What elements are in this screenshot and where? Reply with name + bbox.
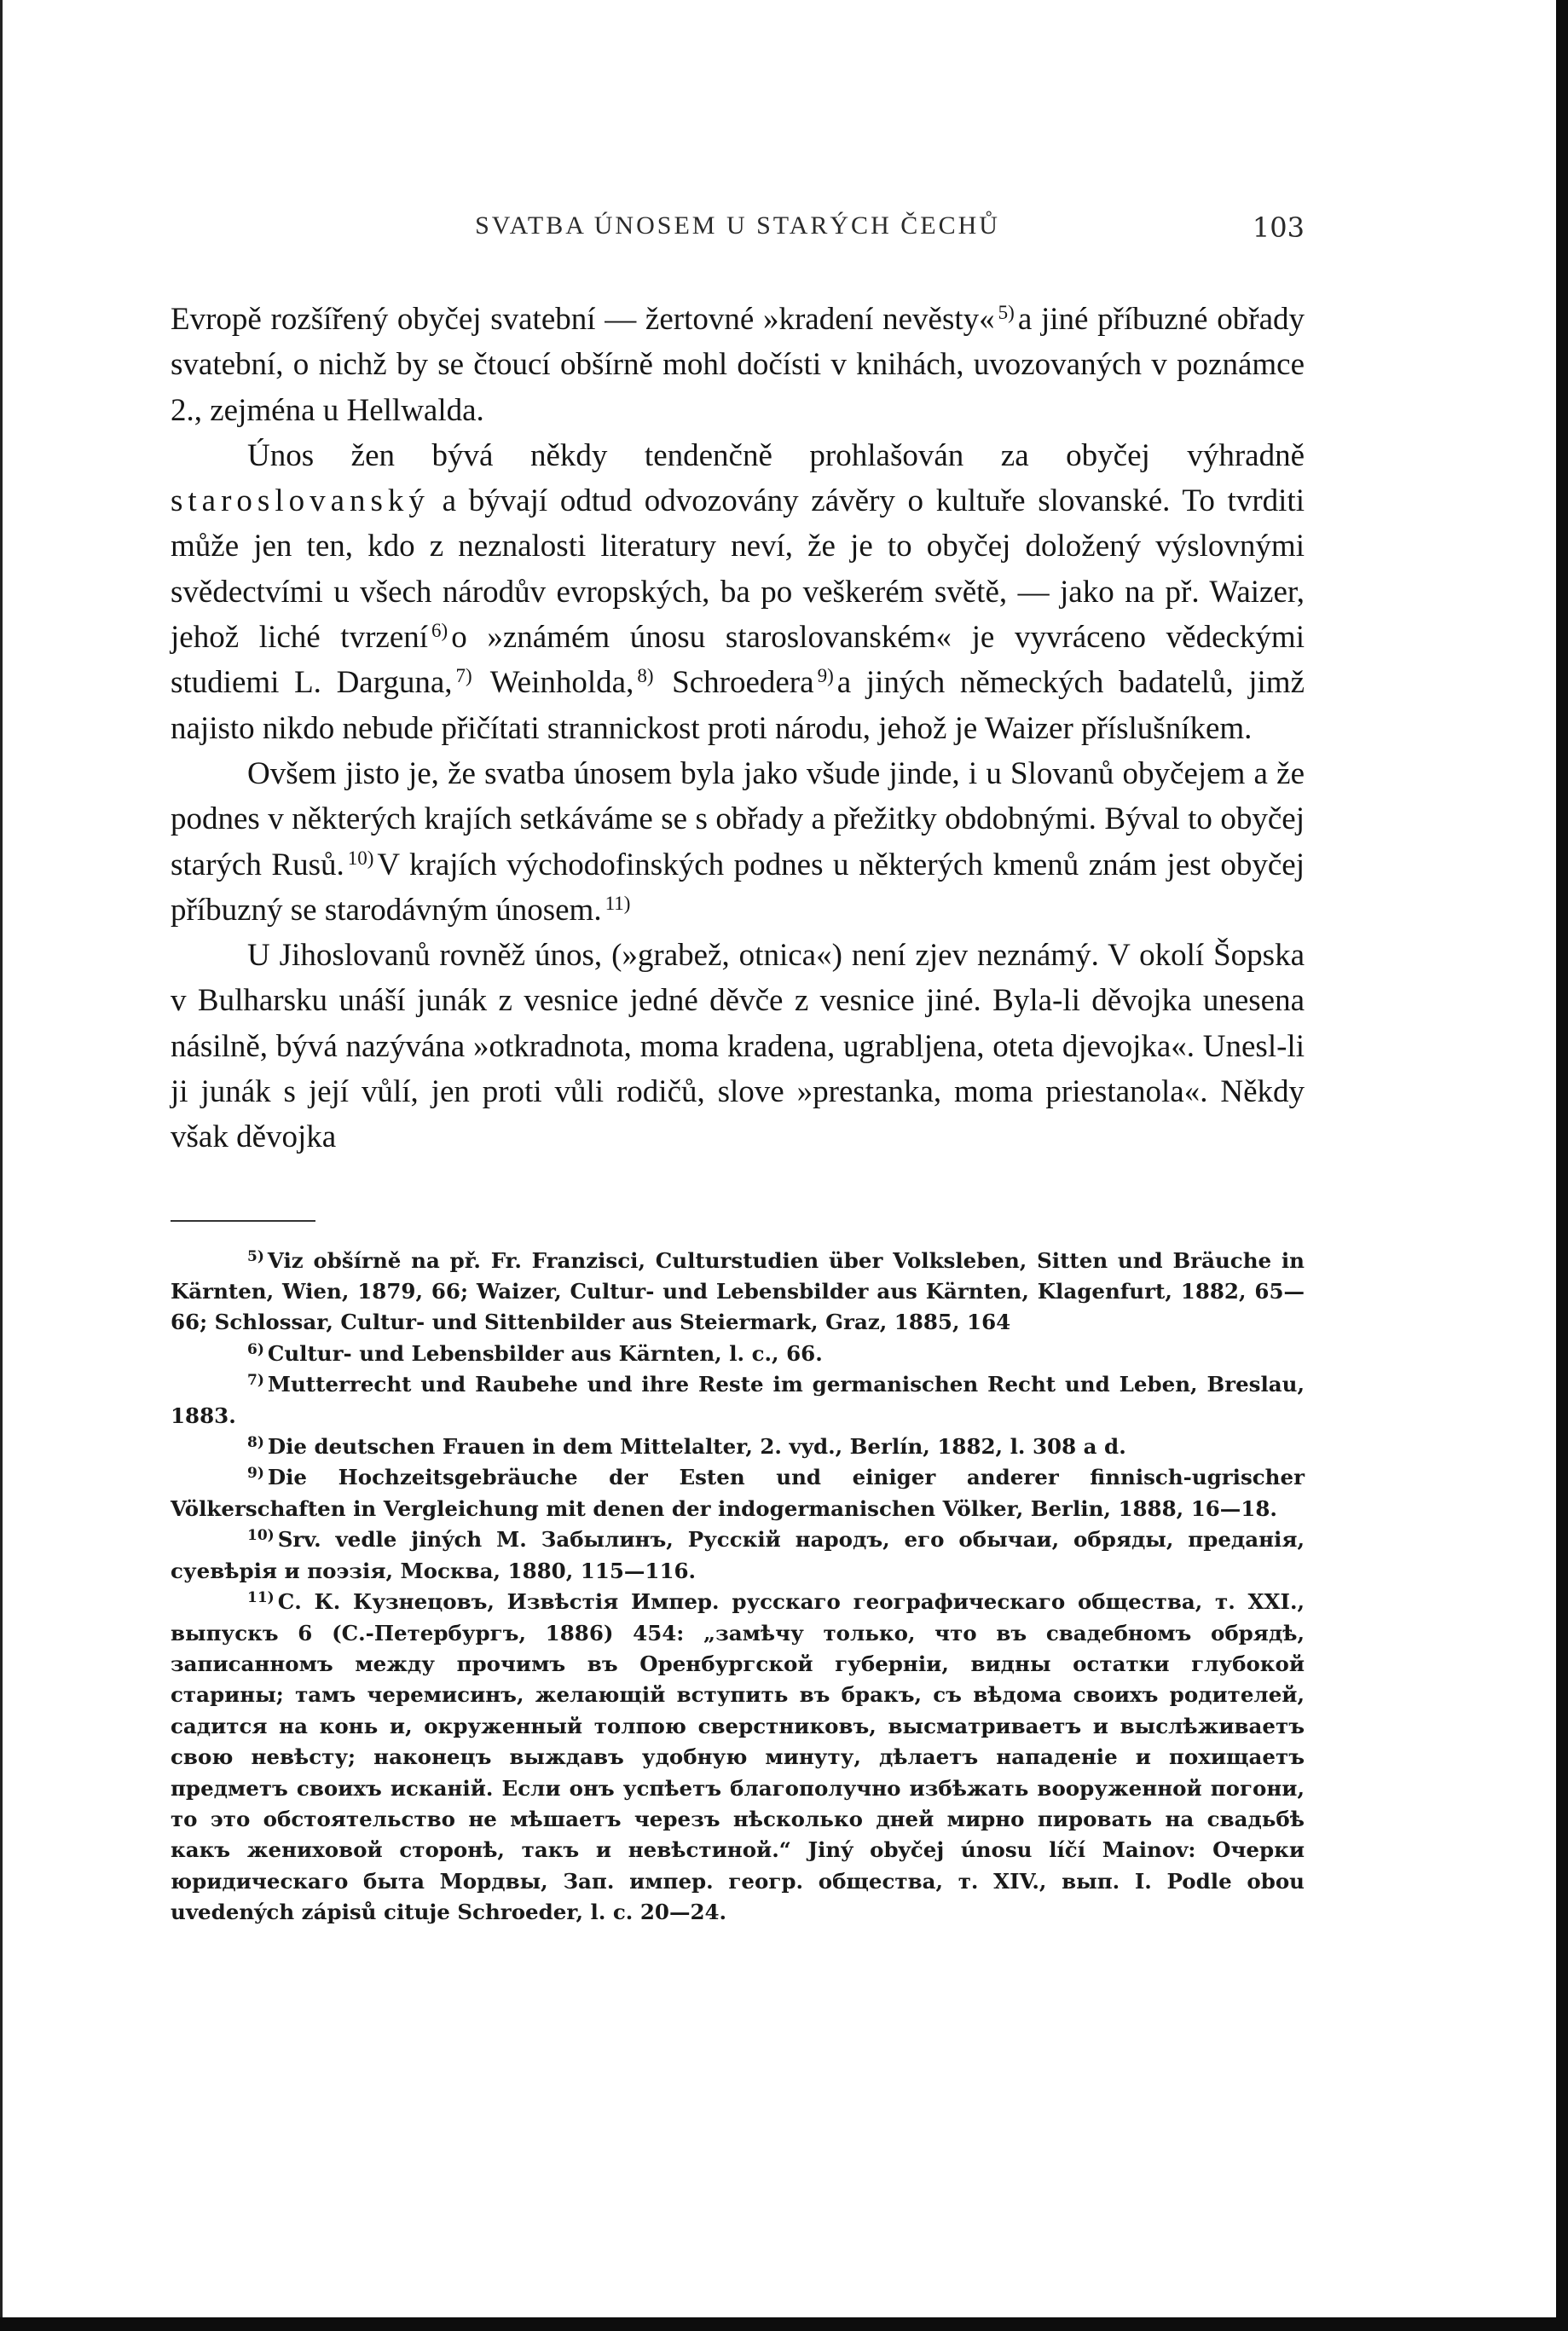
footnote-ref-8: 8) [637,665,654,687]
footnote-ref-7: 7) [455,665,472,687]
footnote-text: Viz obšírně na př. Fr. Franzisci, Culturstudien über Volksleben, Sitten und Bräuche in Kärnten, Wien, 1879, 66; Waizer, Cultur- und Lebensbilder aus Kärnten, Klagenfurt, 1882, 65—66; Schlossar, Cultur- und Sittenbilder aus Steiermark, Graz, 1885, 164 [171,1247,1305,1335]
spaced-word: staroslovanský [171,483,430,519]
page-header [171,196,1305,247]
paragraph-4: U Jihoslovanů rovněž únos, (»grabež, otnica«) není zjev neznámý. V okolí Šopska v Bulharsku unáší junák z vesnice jedné děvče z vesnice jiné. Byla-li děvojka unesena násilně, bývá nazývána »otkradnota, moma kradena, ugrabljena, oteta djevojka«. Unesl-li ji junák s její vůlí, jen proti vůli rodičů, slove »prestanka, moma priestanola«. Někdy však děvojka [171,938,1305,1155]
footnote-text: Srv. vedle jiných M. Забылинъ, Русскій народъ, его обычаи, обряды, преданія, суевѣрія и поэзія, Москва, 1880, 115—116. [171,1527,1305,1583]
footnote-text: Mutterrecht und Raubehe und ihre Reste im germanischen Recht und Leben, Breslau, 1883. [171,1372,1305,1428]
footnote-ref-11: 11) [605,892,631,914]
paragraph-2 [171,433,1305,751]
footnote [171,1369,1305,1432]
book-page [171,196,1305,1929]
paragraph-3 [171,751,1305,933]
footnote [171,1462,1305,1524]
footnote-text: Die Hochzeitsgebräuche der Esten und einiger anderer finnisch-ugrischer Völkerschaften in Vergleichung mit denen der indogermanischen Völker, Berlin, 1888, 16—18. [171,1465,1305,1521]
footnote-ref-6: 6) [431,620,448,642]
paragraph-3-text-cont: V krajích východofinských podnes u některých kmenů znám jest obyčej příbuzný se starodávným únosem. [171,847,1305,928]
paragraph-2-text-cont: a jiných německých badatelů, jimž najisto nikdo nebude přičítati strannickost proti národu, jehož je Waizer příslušníkem. [171,665,1305,746]
footnote-mark: 7) [247,1372,264,1390]
footnote-text: Die deutschen Frauen in dem Mittelalter, 2. vyd., Berlín, 1882, l. 308 a d. [267,1434,1126,1460]
footnote [171,1432,1305,1462]
paragraph-2-text-cont: Schroedera [672,665,814,701]
footnote-divider [171,1220,315,1222]
footnote [171,1339,1305,1369]
footnote-ref-5: 5) [998,302,1015,323]
footnotes [171,1246,1305,1929]
footnote [171,1524,1305,1587]
footnote-mark: 10) [247,1527,275,1545]
footnote-ref-10: 10) [347,847,374,869]
paragraph-2-text-cont: Weinholda, [489,665,634,701]
paragraph-2-text-cont: o »známém únosu staroslovanském« je vyvráceno vědeckými studiemi L. Darguna, [171,620,1305,701]
footnote [171,1246,1305,1339]
running-title: SVATBA ÚNOSEM U STARÝCH ČECHŮ [475,211,1000,240]
paragraph-1-text: Evropě rozšířený obyčej svatební — žertovné »kradení nevěsty« [171,302,995,337]
footnote-mark: 8) [247,1434,264,1452]
footnote-mark: 9) [247,1465,264,1483]
scan-bottom-edge [0,2317,1568,2331]
footnote-mark: 11) [247,1589,275,1607]
footnote-text: С. К. Кузнецовъ, Извѣстія Импер. русскаго географическаго общества, т. XXI., выпускъ 6 (С.-Петербургъ, 1886) 454: „замѣчу только, что въ свадебномъ обрядѣ, записанномъ между прочимъ въ Оренбургской губерніи, видны остатки глубокой старины; тамъ черемисинъ, желающій вступить въ бракъ, съ вѣдома своихъ родителей, садится на конь и, окруженный толпою сверстниковъ, высматриваетъ и выслѣживаетъ свою невѣсту; наконецъ выждавъ удобную минуту, дѣлаетъ нападеніе и похищаетъ предметъ своихъ исканій. Если онъ успѣетъ благополучно избѣжать вооруженной погони, то это обстоятельство не мѣшаетъ черезъ нѣсколько дней мирно пировать на свадьбѣ какъ жениховой сторонѣ, такъ и невѣстиной.“ Jiný obyčej únosu líčí Mainov: Очерки юридическаго быта Мордвы, Зап. импер. геогр. общества, т. XIV., вып. I. Podle obou uvedených zápisů cituje Schroeder, l. c. 20—24. [171,1589,1305,1925]
scan-left-edge [0,0,3,2331]
footnote-mark: 6) [247,1340,264,1358]
paragraph-2-text-cont: a bývají odtud odvozovány závěry o kultuře slovanské. To tvrditi může jen ten, kdo z neznalosti literatury neví, že je to obyčej doložený výslovnými svědectvími u všech národův evropských, ba po veškerém světě, — jako na př. Waizer, jehož liché tvrzení [171,483,1305,656]
footnote-ref-9: 9) [817,665,834,687]
footnote-mark: 5) [247,1247,264,1265]
body-text [171,297,1305,1160]
paragraph-1-text-cont: a jiné příbuzné obřady svatební, o nichž by se čtoucí obšírně mohl dočísti v knihách, uvozovaných v poznámce 2., zejména u Hellwalda. [171,302,1305,428]
scan-right-edge [1556,0,1568,2331]
paragraph-2-text: Únos žen bývá někdy tendenčně prohlašován za obyčej výhradně [247,437,1305,473]
page-number: 103 [1252,211,1305,244]
footnote-text: Cultur- und Lebensbilder aus Kärnten, l. c., 66. [267,1340,823,1366]
footnote [171,1587,1305,1928]
paragraph-3-text: Ovšem jisto je, že svatba únosem byla jako všude jinde, i u Slovanů obyčejem a že podnes v některých krajích setkáváme se s obřady a přežitky obdobnými. Býval to obyčej starých Rusů. [171,755,1305,882]
paragraph-1 [171,297,1305,433]
